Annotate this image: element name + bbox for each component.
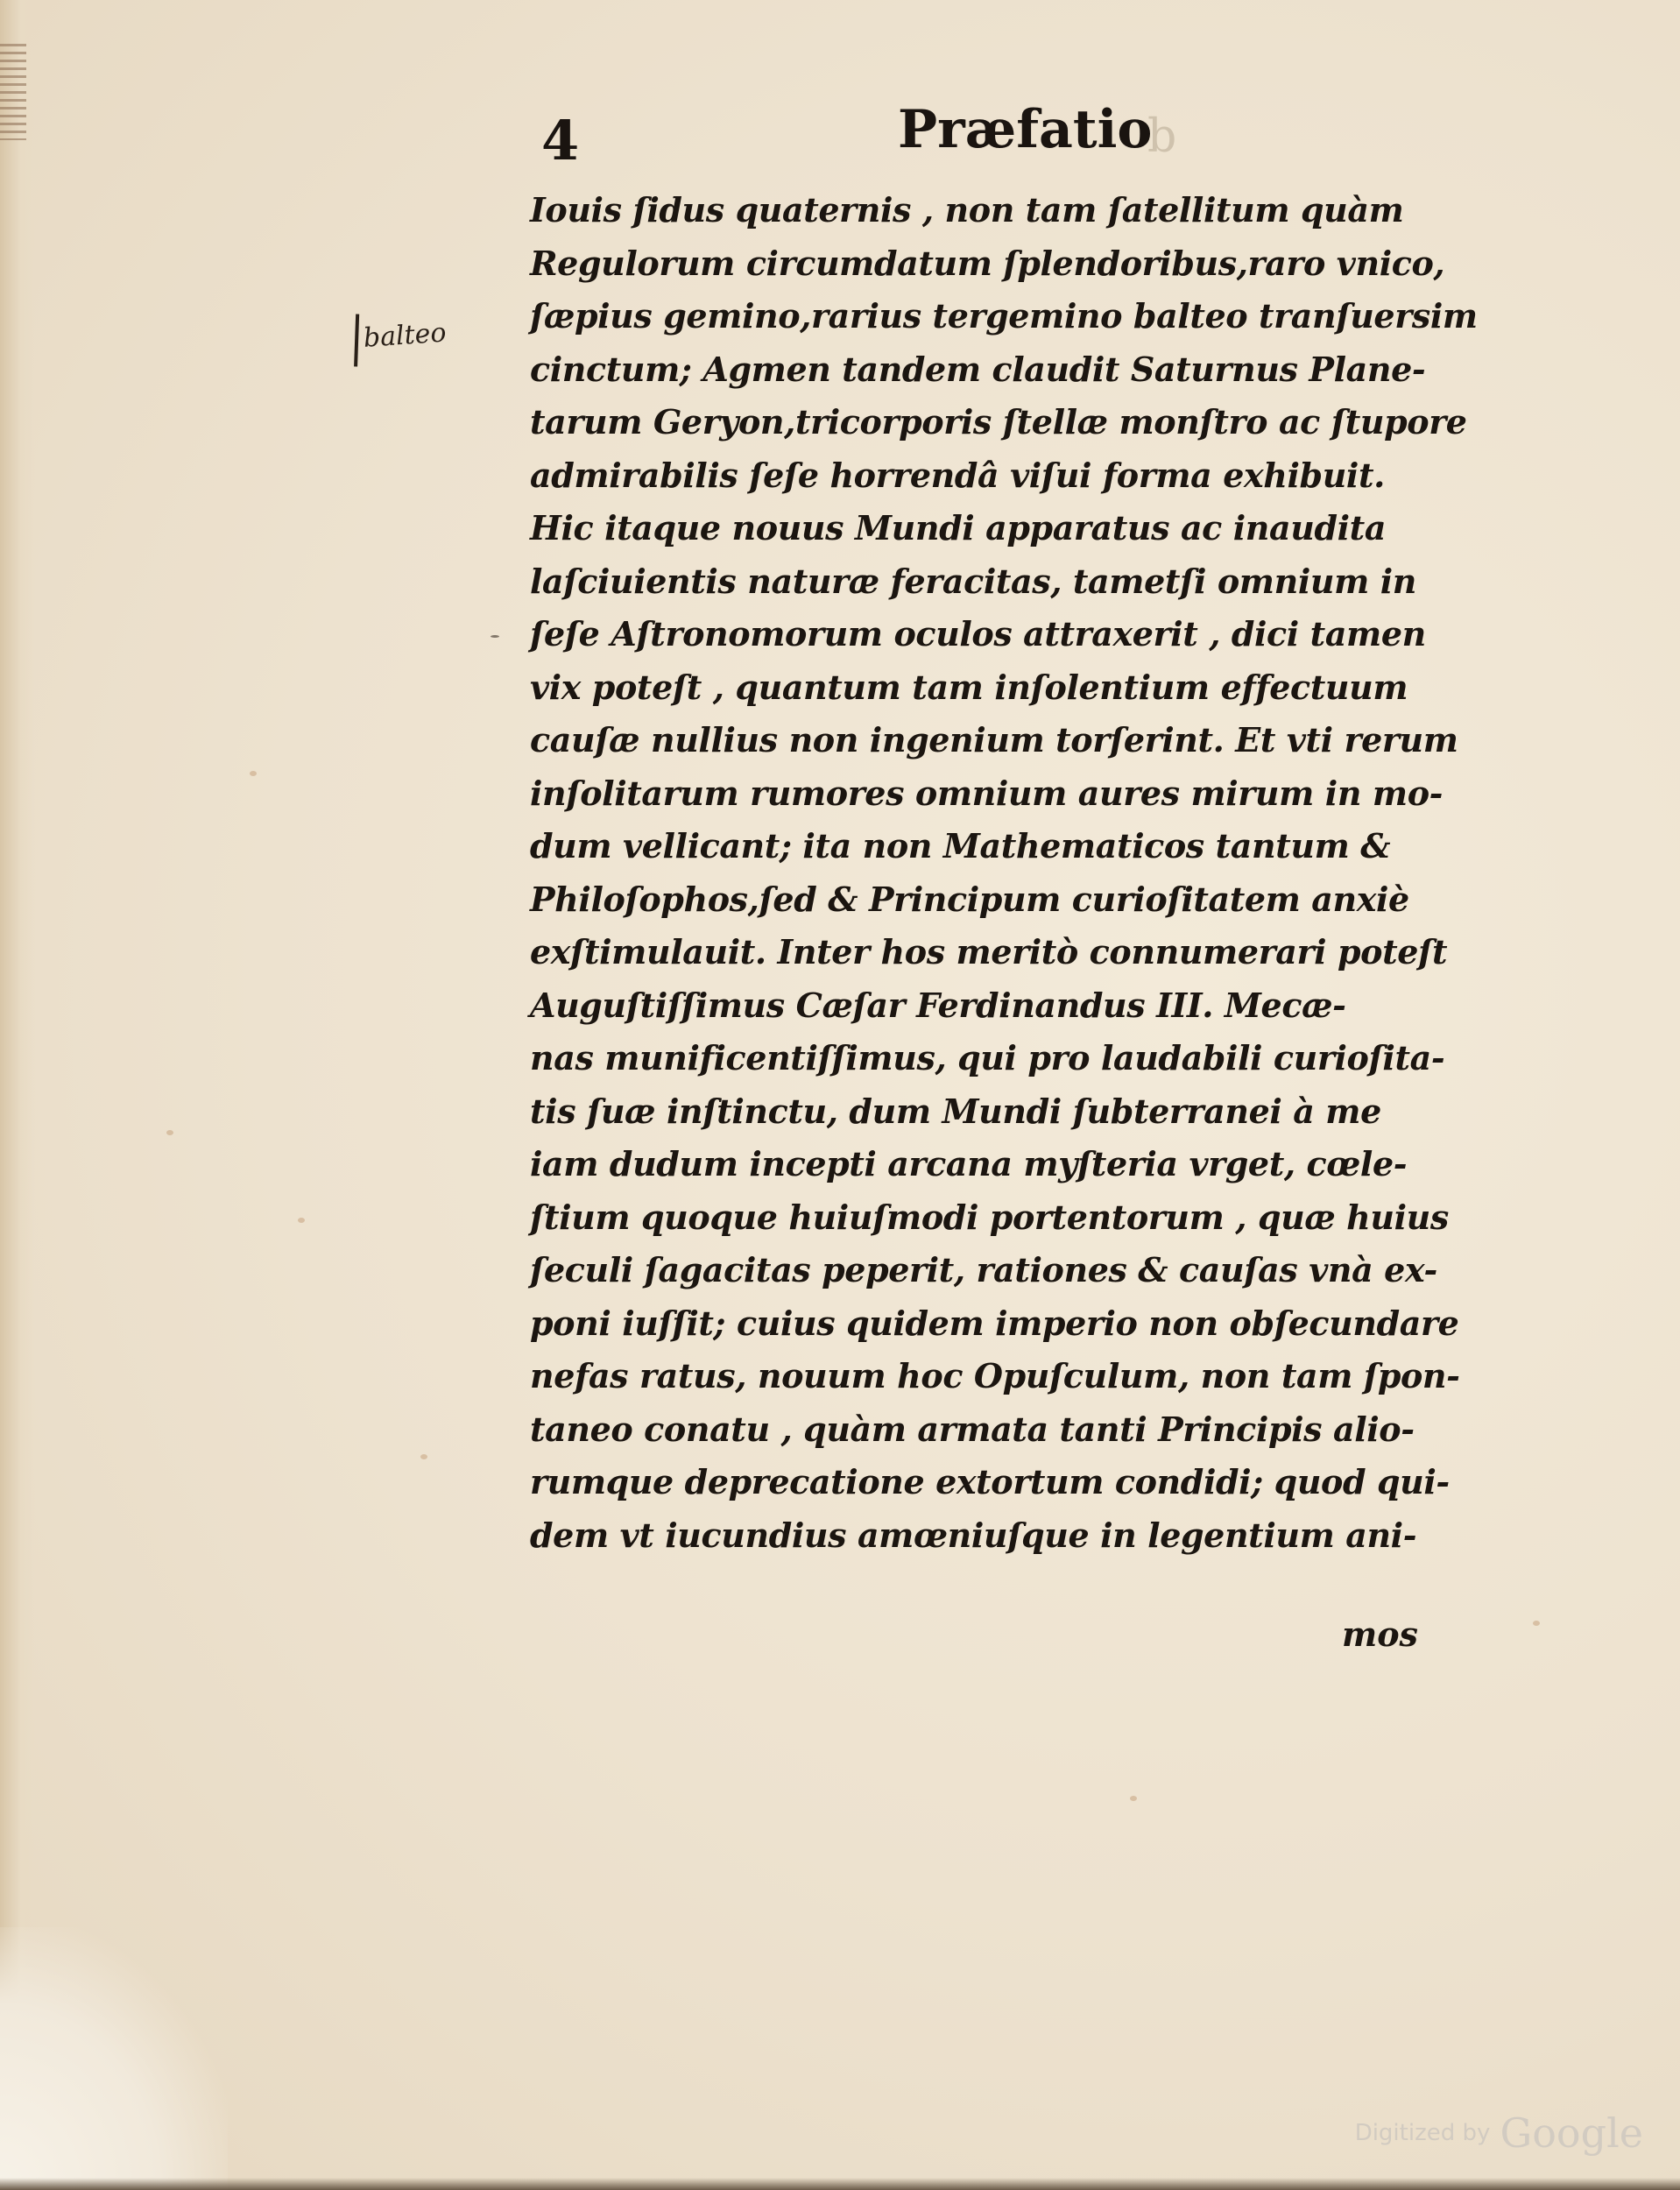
bleed-through-mark: b (1147, 110, 1177, 163)
page-spine-shadow (0, 0, 35, 2190)
text-line: cauſæ nullius non ingenium torſerint. Et vti rerum (530, 720, 1458, 759)
text-line: tis ſuæ inſtinctu, dum Mundi ſubterranei à me (530, 1091, 1381, 1131)
text-line: ſeſe Aſtronomorum oculos attraxerit , dici tamen (530, 614, 1426, 653)
text-line: Iouis ſidus quaternis , non tam ſatellitum quàm (530, 190, 1404, 230)
text-line: laſciuientis naturæ feracitas, tametſi omnium in (530, 561, 1416, 601)
text-line: dem vt iucundius amœniuſque in legentium ani- (530, 1515, 1417, 1555)
text-line: nas munificentiſſimus, qui pro laudabili curioſita- (530, 1038, 1445, 1077)
text-line: nefas ratus, nouum hoc Opuſculum, non tam ſpon- (530, 1356, 1460, 1395)
page-header (526, 95, 1498, 191)
text-line: cinctum; Agmen tandem claudit Saturnus Plane- (530, 349, 1426, 389)
paper-worn-corner (0, 1927, 228, 2190)
digitized-watermark (1355, 2109, 1643, 2157)
text-line: inſolitarum rumores omnium aures mirum in mo- (530, 773, 1444, 813)
watermark-prefix: Digitized by (1354, 2120, 1491, 2146)
text-line: Hic itaque nouus Mundi apparatus ac inaudita (530, 508, 1387, 548)
paper-speck (491, 635, 499, 638)
text-line: poni iuſſit; cuius quidem imperio non obſecundare (530, 1303, 1459, 1343)
text-line: Auguſtiſſimus Cæſar Ferdinandus III. Mecæ- (530, 985, 1346, 1025)
text-line: ſæpius gemino,rarius tergemino balteo tranſuersim (530, 296, 1478, 336)
paper-speck (250, 771, 257, 776)
text-line: exſtimulauit. Inter hos meritò connumerari poteſt (530, 932, 1448, 971)
paper-speck (298, 1218, 305, 1223)
page-number: 4 (541, 109, 580, 173)
running-head: Præfatio (898, 99, 1153, 160)
page-bottom-edge (0, 2178, 1680, 2190)
paper-speck (1130, 1796, 1137, 1801)
text-line: Regulorum circumdatum ſplendoribus,raro vnico, (530, 243, 1445, 283)
paper-speck (166, 1130, 173, 1135)
text-line: admirabilis ſeſe horrendâ viſui forma exhibuit. (530, 455, 1385, 495)
paper-speck (1533, 1621, 1540, 1626)
text-line: dum vellicant; ita non Mathematicos tantum & (530, 826, 1391, 865)
catchword: mos (1342, 1614, 1418, 1654)
text-line: tarum Geryon,tricorporis ſtellæ monſtro ac ſtupore (530, 402, 1467, 442)
binding-bleed-through (0, 44, 26, 140)
text-line: ſtium quoque huiuſmodi portentorum , quæ huius (530, 1197, 1449, 1237)
text-line: Philoſophos,ſed & Principum curioſitatem anxiè (530, 879, 1409, 919)
watermark-brand: Google (1500, 2109, 1643, 2157)
handwritten-margin-note: balteo (353, 307, 448, 366)
text-line: rumque deprecatione extortum condidi; quod qui- (530, 1462, 1450, 1501)
text-line: vix poteſt , quantum tam inſolentium effectuum (530, 667, 1408, 707)
paper-speck (420, 1454, 427, 1459)
text-line: ſeculi ſagacitas peperit, rationes & cauſas vnà ex- (530, 1250, 1437, 1289)
text-line: taneo conatu , quàm armata tanti Principis alio- (530, 1409, 1415, 1449)
text-line: iam dudum incepti arcana myſteria vrget, cœle- (530, 1144, 1408, 1183)
body-text (530, 184, 1502, 1562)
